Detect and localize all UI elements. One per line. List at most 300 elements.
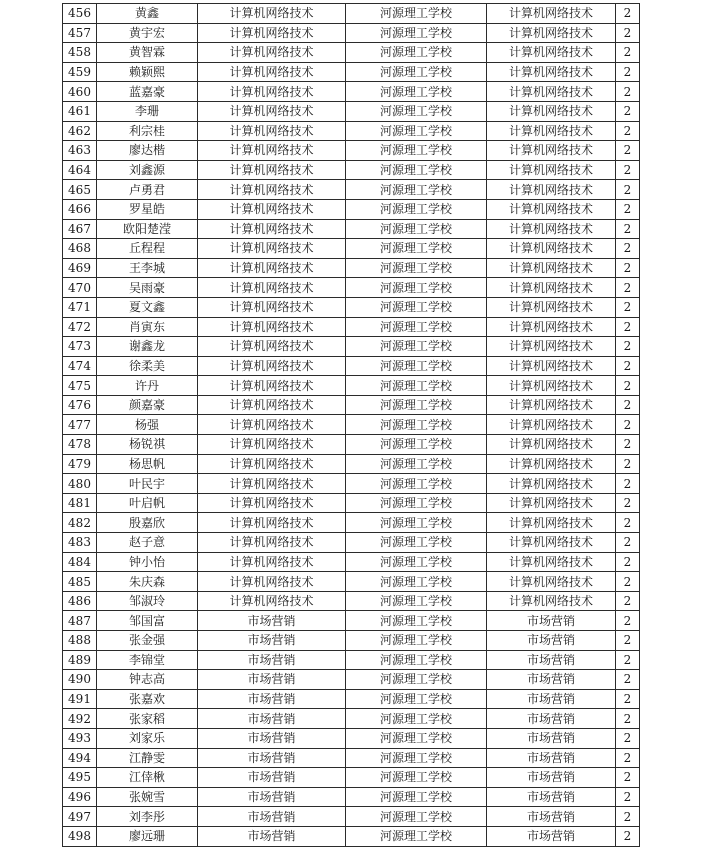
- program-cell: 计算机网络技术: [487, 356, 616, 376]
- major-cell: 计算机网络技术: [198, 395, 346, 415]
- program-cell: 计算机网络技术: [487, 317, 616, 337]
- program-cell: 市场营销: [487, 787, 616, 807]
- school-cell: 河源理工学校: [346, 356, 487, 376]
- program-cell: 计算机网络技术: [487, 23, 616, 43]
- row-number-cell: 484: [63, 552, 97, 572]
- count-cell: 2: [616, 121, 640, 141]
- count-cell: 2: [616, 689, 640, 709]
- major-cell: 计算机网络技术: [198, 180, 346, 200]
- count-cell: 2: [616, 807, 640, 827]
- row-number-cell: 491: [63, 689, 97, 709]
- table-row: [63, 356, 640, 376]
- major-cell: 计算机网络技术: [198, 533, 346, 553]
- school-cell: 河源理工学校: [346, 689, 487, 709]
- student-name-cell: 钟小怡: [97, 552, 198, 572]
- count-cell: 2: [616, 82, 640, 102]
- student-name-cell: 李珊: [97, 101, 198, 121]
- school-cell: 河源理工学校: [346, 493, 487, 513]
- major-cell: 计算机网络技术: [198, 43, 346, 63]
- student-name-cell: 利宗桂: [97, 121, 198, 141]
- row-number-cell: 483: [63, 533, 97, 553]
- program-cell: 计算机网络技术: [487, 591, 616, 611]
- major-cell: 计算机网络技术: [198, 591, 346, 611]
- school-cell: 河源理工学校: [346, 258, 487, 278]
- program-cell: 计算机网络技术: [487, 82, 616, 102]
- table-row: [63, 572, 640, 592]
- table-row: [63, 258, 640, 278]
- table-row: [63, 709, 640, 729]
- major-cell: 计算机网络技术: [198, 337, 346, 357]
- school-cell: 河源理工学校: [346, 141, 487, 161]
- program-cell: 市场营销: [487, 611, 616, 631]
- table-row: [63, 650, 640, 670]
- school-cell: 河源理工学校: [346, 62, 487, 82]
- student-name-cell: 殷嘉欣: [97, 513, 198, 533]
- table-row: [63, 768, 640, 788]
- school-cell: 河源理工学校: [346, 435, 487, 455]
- count-cell: 2: [616, 768, 640, 788]
- count-cell: 2: [616, 728, 640, 748]
- student-name-cell: 杨锐祺: [97, 435, 198, 455]
- student-name-cell: 卢勇君: [97, 180, 198, 200]
- table-row: [63, 297, 640, 317]
- table-row: [63, 552, 640, 572]
- school-cell: 河源理工学校: [346, 337, 487, 357]
- student-name-cell: 叶民宇: [97, 474, 198, 494]
- count-cell: 2: [616, 493, 640, 513]
- table-row: [63, 591, 640, 611]
- program-cell: 计算机网络技术: [487, 4, 616, 24]
- major-cell: 市场营销: [198, 826, 346, 846]
- school-cell: 河源理工学校: [346, 728, 487, 748]
- count-cell: 2: [616, 670, 640, 690]
- row-number-cell: 460: [63, 82, 97, 102]
- count-cell: 2: [616, 552, 640, 572]
- table-row: [63, 454, 640, 474]
- major-cell: 计算机网络技术: [198, 141, 346, 161]
- major-cell: 市场营销: [198, 650, 346, 670]
- student-name-cell: 邹国富: [97, 611, 198, 631]
- school-cell: 河源理工学校: [346, 552, 487, 572]
- school-cell: 河源理工学校: [346, 474, 487, 494]
- school-cell: 河源理工学校: [346, 787, 487, 807]
- major-cell: 计算机网络技术: [198, 415, 346, 435]
- count-cell: 2: [616, 572, 640, 592]
- major-cell: 市场营销: [198, 787, 346, 807]
- major-cell: 计算机网络技术: [198, 435, 346, 455]
- count-cell: 2: [616, 101, 640, 121]
- school-cell: 河源理工学校: [346, 768, 487, 788]
- school-cell: 河源理工学校: [346, 297, 487, 317]
- table-row: [63, 787, 640, 807]
- count-cell: 2: [616, 199, 640, 219]
- program-cell: 计算机网络技术: [487, 415, 616, 435]
- program-cell: 计算机网络技术: [487, 395, 616, 415]
- major-cell: 计算机网络技术: [198, 62, 346, 82]
- count-cell: 2: [616, 474, 640, 494]
- count-cell: 2: [616, 650, 640, 670]
- row-number-cell: 479: [63, 454, 97, 474]
- row-number-cell: 457: [63, 23, 97, 43]
- program-cell: 计算机网络技术: [487, 101, 616, 121]
- table-row: [63, 317, 640, 337]
- program-cell: 计算机网络技术: [487, 454, 616, 474]
- school-cell: 河源理工学校: [346, 709, 487, 729]
- program-cell: 计算机网络技术: [487, 572, 616, 592]
- program-cell: 计算机网络技术: [487, 297, 616, 317]
- table-row: [63, 435, 640, 455]
- table-row: [63, 160, 640, 180]
- program-cell: 计算机网络技术: [487, 219, 616, 239]
- program-cell: 计算机网络技术: [487, 337, 616, 357]
- table-row: [63, 337, 640, 357]
- count-cell: 2: [616, 337, 640, 357]
- student-name-cell: 蓝嘉豪: [97, 82, 198, 102]
- major-cell: 计算机网络技术: [198, 297, 346, 317]
- row-number-cell: 465: [63, 180, 97, 200]
- count-cell: 2: [616, 62, 640, 82]
- student-name-cell: 张家稻: [97, 709, 198, 729]
- count-cell: 2: [616, 454, 640, 474]
- student-name-cell: 王李城: [97, 258, 198, 278]
- major-cell: 计算机网络技术: [198, 356, 346, 376]
- school-cell: 河源理工学校: [346, 180, 487, 200]
- major-cell: 市场营销: [198, 670, 346, 690]
- student-name-cell: 丘程程: [97, 239, 198, 259]
- student-name-cell: 杨强: [97, 415, 198, 435]
- row-number-cell: 495: [63, 768, 97, 788]
- row-number-cell: 480: [63, 474, 97, 494]
- table-row: [63, 395, 640, 415]
- program-cell: 计算机网络技术: [487, 474, 616, 494]
- count-cell: 2: [616, 43, 640, 63]
- program-cell: 计算机网络技术: [487, 43, 616, 63]
- school-cell: 河源理工学校: [346, 454, 487, 474]
- major-cell: 计算机网络技术: [198, 199, 346, 219]
- count-cell: 2: [616, 513, 640, 533]
- program-cell: 市场营销: [487, 807, 616, 827]
- count-cell: 2: [616, 278, 640, 298]
- row-number-cell: 478: [63, 435, 97, 455]
- program-cell: 计算机网络技术: [487, 552, 616, 572]
- student-name-cell: 赵子意: [97, 533, 198, 553]
- table-row: [63, 219, 640, 239]
- table-row: [63, 43, 640, 63]
- row-number-cell: 492: [63, 709, 97, 729]
- student-name-cell: 廖远珊: [97, 826, 198, 846]
- program-cell: 市场营销: [487, 670, 616, 690]
- count-cell: 2: [616, 141, 640, 161]
- school-cell: 河源理工学校: [346, 513, 487, 533]
- count-cell: 2: [616, 376, 640, 396]
- row-number-cell: 461: [63, 101, 97, 121]
- row-number-cell: 494: [63, 748, 97, 768]
- table-row: [63, 82, 640, 102]
- student-name-cell: 张婉雪: [97, 787, 198, 807]
- student-name-cell: 颜嘉豪: [97, 395, 198, 415]
- count-cell: 2: [616, 180, 640, 200]
- row-number-cell: 490: [63, 670, 97, 690]
- major-cell: 市场营销: [198, 728, 346, 748]
- school-cell: 河源理工学校: [346, 611, 487, 631]
- major-cell: 市场营销: [198, 748, 346, 768]
- major-cell: 市场营销: [198, 807, 346, 827]
- row-number-cell: 486: [63, 591, 97, 611]
- table-row: [63, 748, 640, 768]
- student-name-cell: 欧阳楚滢: [97, 219, 198, 239]
- row-number-cell: 471: [63, 297, 97, 317]
- student-name-cell: 江静雯: [97, 748, 198, 768]
- major-cell: 市场营销: [198, 768, 346, 788]
- school-cell: 河源理工学校: [346, 101, 487, 121]
- table-row: [63, 533, 640, 553]
- row-number-cell: 482: [63, 513, 97, 533]
- school-cell: 河源理工学校: [346, 199, 487, 219]
- student-name-cell: 黄宇宏: [97, 23, 198, 43]
- table-row: [63, 689, 640, 709]
- row-number-cell: 456: [63, 4, 97, 24]
- school-cell: 河源理工学校: [346, 23, 487, 43]
- count-cell: 2: [616, 611, 640, 631]
- table-row: [63, 376, 640, 396]
- major-cell: 计算机网络技术: [198, 572, 346, 592]
- student-name-cell: 江倖楸: [97, 768, 198, 788]
- count-cell: 2: [616, 709, 640, 729]
- count-cell: 2: [616, 317, 640, 337]
- row-number-cell: 489: [63, 650, 97, 670]
- student-name-cell: 谢鑫龙: [97, 337, 198, 357]
- program-cell: 计算机网络技术: [487, 141, 616, 161]
- major-cell: 计算机网络技术: [198, 474, 346, 494]
- student-name-cell: 肖寅东: [97, 317, 198, 337]
- student-name-cell: 吴雨豪: [97, 278, 198, 298]
- count-cell: 2: [616, 219, 640, 239]
- school-cell: 河源理工学校: [346, 82, 487, 102]
- row-number-cell: 477: [63, 415, 97, 435]
- school-cell: 河源理工学校: [346, 239, 487, 259]
- student-name-cell: 夏文鑫: [97, 297, 198, 317]
- student-name-cell: 赖颖熙: [97, 62, 198, 82]
- school-cell: 河源理工学校: [346, 415, 487, 435]
- major-cell: 计算机网络技术: [198, 317, 346, 337]
- major-cell: 计算机网络技术: [198, 258, 346, 278]
- count-cell: 2: [616, 297, 640, 317]
- student-name-cell: 钟志高: [97, 670, 198, 690]
- school-cell: 河源理工学校: [346, 650, 487, 670]
- count-cell: 2: [616, 533, 640, 553]
- row-number-cell: 467: [63, 219, 97, 239]
- count-cell: 2: [616, 160, 640, 180]
- student-name-cell: 罗星皓: [97, 199, 198, 219]
- student-name-cell: 许丹: [97, 376, 198, 396]
- count-cell: 2: [616, 239, 640, 259]
- program-cell: 计算机网络技术: [487, 513, 616, 533]
- row-number-cell: 470: [63, 278, 97, 298]
- row-number-cell: 464: [63, 160, 97, 180]
- table-row: [63, 278, 640, 298]
- school-cell: 河源理工学校: [346, 826, 487, 846]
- table-row: [63, 199, 640, 219]
- table-row: [63, 493, 640, 513]
- school-cell: 河源理工学校: [346, 219, 487, 239]
- row-number-cell: 462: [63, 121, 97, 141]
- table-row: [63, 239, 640, 259]
- student-name-cell: 张嘉欢: [97, 689, 198, 709]
- school-cell: 河源理工学校: [346, 4, 487, 24]
- row-number-cell: 473: [63, 337, 97, 357]
- row-number-cell: 485: [63, 572, 97, 592]
- student-name-cell: 邹淑玲: [97, 591, 198, 611]
- program-cell: 市场营销: [487, 689, 616, 709]
- table-row: [63, 415, 640, 435]
- school-cell: 河源理工学校: [346, 631, 487, 651]
- student-name-cell: 杨思帆: [97, 454, 198, 474]
- school-cell: 河源理工学校: [346, 317, 487, 337]
- count-cell: 2: [616, 23, 640, 43]
- program-cell: 市场营销: [487, 650, 616, 670]
- table-row: [63, 4, 640, 24]
- table-row: [63, 611, 640, 631]
- major-cell: 计算机网络技术: [198, 493, 346, 513]
- school-cell: 河源理工学校: [346, 121, 487, 141]
- row-number-cell: 474: [63, 356, 97, 376]
- major-cell: 计算机网络技术: [198, 23, 346, 43]
- school-cell: 河源理工学校: [346, 748, 487, 768]
- major-cell: 市场营销: [198, 709, 346, 729]
- major-cell: 计算机网络技术: [198, 513, 346, 533]
- school-cell: 河源理工学校: [346, 533, 487, 553]
- student-name-cell: 朱庆森: [97, 572, 198, 592]
- table-row: [63, 513, 640, 533]
- program-cell: 计算机网络技术: [487, 258, 616, 278]
- program-cell: 计算机网络技术: [487, 493, 616, 513]
- major-cell: 计算机网络技术: [198, 376, 346, 396]
- count-cell: 2: [616, 258, 640, 278]
- row-number-cell: 458: [63, 43, 97, 63]
- row-number-cell: 481: [63, 493, 97, 513]
- count-cell: 2: [616, 591, 640, 611]
- program-cell: 计算机网络技术: [487, 199, 616, 219]
- table-row: [63, 62, 640, 82]
- table-row: [63, 807, 640, 827]
- student-name-cell: 刘鑫源: [97, 160, 198, 180]
- count-cell: 2: [616, 631, 640, 651]
- row-number-cell: 472: [63, 317, 97, 337]
- count-cell: 2: [616, 4, 640, 24]
- major-cell: 计算机网络技术: [198, 82, 346, 102]
- row-number-cell: 466: [63, 199, 97, 219]
- program-cell: 计算机网络技术: [487, 533, 616, 553]
- table-row: [63, 23, 640, 43]
- student-name-cell: 廖达楷: [97, 141, 198, 161]
- student-name-cell: 徐柔美: [97, 356, 198, 376]
- school-cell: 河源理工学校: [346, 807, 487, 827]
- table-row: [63, 670, 640, 690]
- program-cell: 市场营销: [487, 631, 616, 651]
- school-cell: 河源理工学校: [346, 376, 487, 396]
- program-cell: 计算机网络技术: [487, 121, 616, 141]
- program-cell: 市场营销: [487, 748, 616, 768]
- program-cell: 计算机网络技术: [487, 278, 616, 298]
- table-row: [63, 121, 640, 141]
- major-cell: 计算机网络技术: [198, 454, 346, 474]
- major-cell: 计算机网络技术: [198, 121, 346, 141]
- program-cell: 计算机网络技术: [487, 239, 616, 259]
- row-number-cell: 469: [63, 258, 97, 278]
- count-cell: 2: [616, 356, 640, 376]
- count-cell: 2: [616, 826, 640, 846]
- row-number-cell: 476: [63, 395, 97, 415]
- school-cell: 河源理工学校: [346, 43, 487, 63]
- table-row: [63, 141, 640, 161]
- program-cell: 市场营销: [487, 709, 616, 729]
- row-number-cell: 493: [63, 728, 97, 748]
- school-cell: 河源理工学校: [346, 160, 487, 180]
- row-number-cell: 497: [63, 807, 97, 827]
- program-cell: 市场营销: [487, 728, 616, 748]
- table-row: [63, 826, 640, 846]
- count-cell: 2: [616, 415, 640, 435]
- school-cell: 河源理工学校: [346, 572, 487, 592]
- table-row: [63, 101, 640, 121]
- count-cell: 2: [616, 395, 640, 415]
- table-row: [63, 631, 640, 651]
- student-name-cell: 李锦堂: [97, 650, 198, 670]
- major-cell: 市场营销: [198, 631, 346, 651]
- major-cell: 计算机网络技术: [198, 219, 346, 239]
- table-row: [63, 474, 640, 494]
- row-number-cell: 463: [63, 141, 97, 161]
- program-cell: 计算机网络技术: [487, 435, 616, 455]
- student-name-cell: 刘李彤: [97, 807, 198, 827]
- school-cell: 河源理工学校: [346, 591, 487, 611]
- school-cell: 河源理工学校: [346, 670, 487, 690]
- major-cell: 市场营销: [198, 611, 346, 631]
- row-number-cell: 488: [63, 631, 97, 651]
- program-cell: 市场营销: [487, 826, 616, 846]
- student-name-cell: 叶启帆: [97, 493, 198, 513]
- row-number-cell: 496: [63, 787, 97, 807]
- table-row: [63, 180, 640, 200]
- major-cell: 市场营销: [198, 689, 346, 709]
- table-row: [63, 728, 640, 748]
- program-cell: 计算机网络技术: [487, 180, 616, 200]
- student-name-cell: 刘家乐: [97, 728, 198, 748]
- row-number-cell: 468: [63, 239, 97, 259]
- row-number-cell: 459: [63, 62, 97, 82]
- student-name-cell: 黄鑫: [97, 4, 198, 24]
- row-number-cell: 475: [63, 376, 97, 396]
- school-cell: 河源理工学校: [346, 395, 487, 415]
- program-cell: 市场营销: [487, 768, 616, 788]
- student-name-cell: 黄智霖: [97, 43, 198, 63]
- count-cell: 2: [616, 435, 640, 455]
- major-cell: 计算机网络技术: [198, 278, 346, 298]
- school-cell: 河源理工学校: [346, 278, 487, 298]
- roster-body: [63, 4, 640, 847]
- major-cell: 计算机网络技术: [198, 101, 346, 121]
- program-cell: 计算机网络技术: [487, 376, 616, 396]
- major-cell: 计算机网络技术: [198, 160, 346, 180]
- major-cell: 计算机网络技术: [198, 239, 346, 259]
- student-roster-table: [62, 3, 640, 847]
- count-cell: 2: [616, 787, 640, 807]
- major-cell: 计算机网络技术: [198, 552, 346, 572]
- row-number-cell: 487: [63, 611, 97, 631]
- program-cell: 计算机网络技术: [487, 160, 616, 180]
- count-cell: 2: [616, 748, 640, 768]
- row-number-cell: 498: [63, 826, 97, 846]
